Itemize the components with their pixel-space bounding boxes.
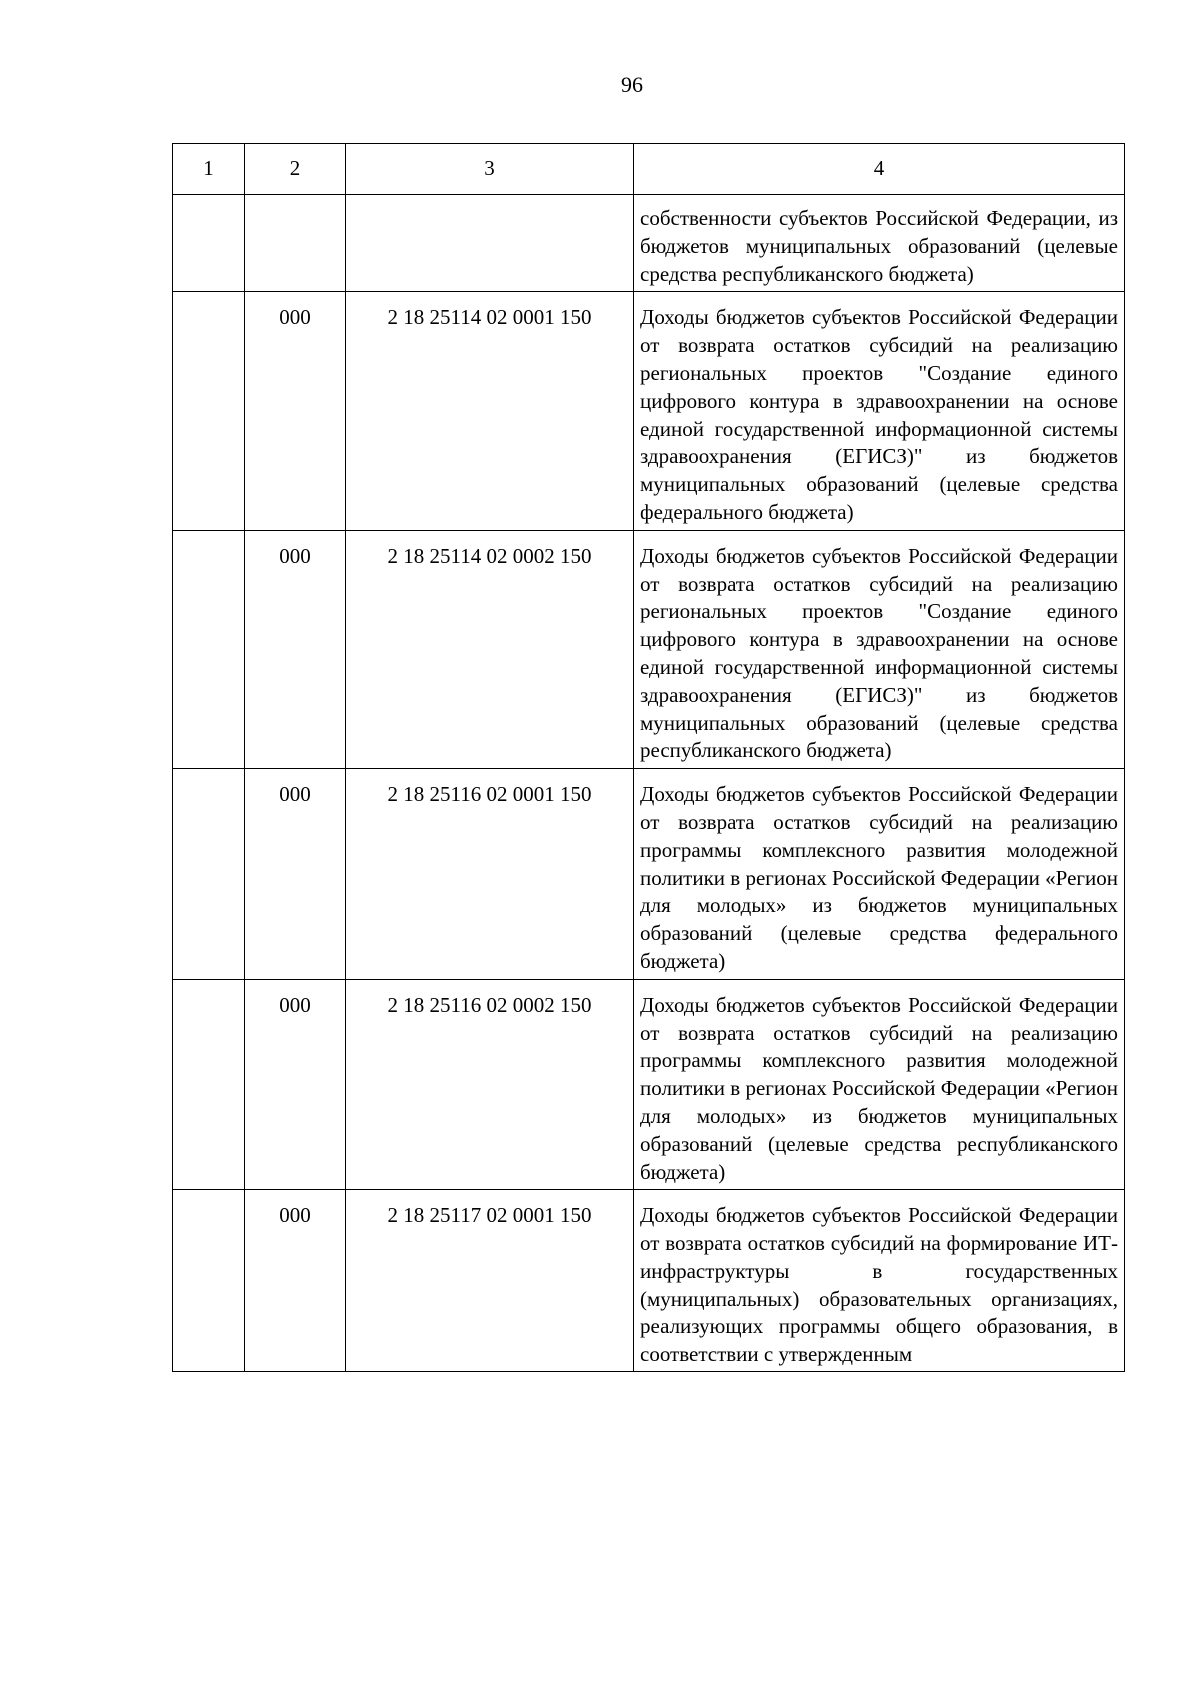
revenue-name-cell: Доходы бюджетов субъектов Российской Федерации от возврата остатков субсидий на формирование ИТ-инфраструктуры в государственных (муниципальных) образовательных организациях, реализующих программы общего образования, в соответствии с утвержденным: [634, 1190, 1125, 1372]
revenue-name-cell: Доходы бюджетов субъектов Российской Федерации от возврата остатков субсидий на реализацию программы комплексного развития молодежной политики в регионах Российской Федерации «Регион для молодых» из бюджетов муниципальных образований (целевые средства республиканского бюджета): [634, 979, 1125, 1190]
admin-code-cell: 000: [245, 292, 346, 530]
revenue-name-cell: собственности субъектов Российской Федерации, из бюджетов муниципальных образований (целевые средства республиканского бюджета): [634, 195, 1125, 292]
budget-code-cell: 2 18 25117 02 0001 150: [346, 1190, 634, 1372]
admin-code-cell: 000: [245, 530, 346, 768]
header-col-2: 2: [245, 144, 346, 195]
table-row: [173, 1190, 1125, 1372]
table-row: [173, 292, 1125, 530]
page-number: 96: [621, 72, 643, 97]
table-row: [173, 979, 1125, 1190]
table-row: [173, 769, 1125, 980]
admin-code-cell: 000: [245, 769, 346, 980]
row-number-cell: [173, 769, 245, 980]
revenue-name-cell: Доходы бюджетов субъектов Российской Федерации от возврата остатков субсидий на реализацию региональных проектов "Создание единого цифрового контура в здравоохранении на основе единой государственной информационной системы здравоохранения (ЕГИСЗ)" из бюджетов муниципальных образований (целевые средства федерального бюджета): [634, 292, 1125, 530]
budget-code-cell: [346, 195, 634, 292]
header-col-1: 1: [173, 144, 245, 195]
row-number-cell: [173, 1190, 245, 1372]
header-col-3: 3: [346, 144, 634, 195]
table-row: [173, 530, 1125, 768]
row-number-cell: [173, 979, 245, 1190]
budget-revenue-table: [172, 143, 1125, 1372]
revenue-name-cell: Доходы бюджетов субъектов Российской Федерации от возврата остатков субсидий на реализацию региональных проектов "Создание единого цифрового контура в здравоохранении на основе единой государственной информационной системы здравоохранения (ЕГИСЗ)" из бюджетов муниципальных образований (целевые средства республиканского бюджета): [634, 530, 1125, 768]
table-row: [173, 195, 1125, 292]
admin-code-cell: 000: [245, 1190, 346, 1372]
admin-code-cell: [245, 195, 346, 292]
row-number-cell: [173, 292, 245, 530]
header-col-4: 4: [634, 144, 1125, 195]
budget-code-cell: 2 18 25116 02 0001 150: [346, 769, 634, 980]
table-header-row: [173, 144, 1125, 195]
budget-code-cell: 2 18 25116 02 0002 150: [346, 979, 634, 1190]
budget-code-cell: 2 18 25114 02 0002 150: [346, 530, 634, 768]
budget-code-cell: 2 18 25114 02 0001 150: [346, 292, 634, 530]
admin-code-cell: 000: [245, 979, 346, 1190]
row-number-cell: [173, 195, 245, 292]
revenue-name-cell: Доходы бюджетов субъектов Российской Федерации от возврата остатков субсидий на реализацию программы комплексного развития молодежной политики в регионах Российской Федерации «Регион для молодых» из бюджетов муниципальных образований (целевые средства федерального бюджета): [634, 769, 1125, 980]
row-number-cell: [173, 530, 245, 768]
